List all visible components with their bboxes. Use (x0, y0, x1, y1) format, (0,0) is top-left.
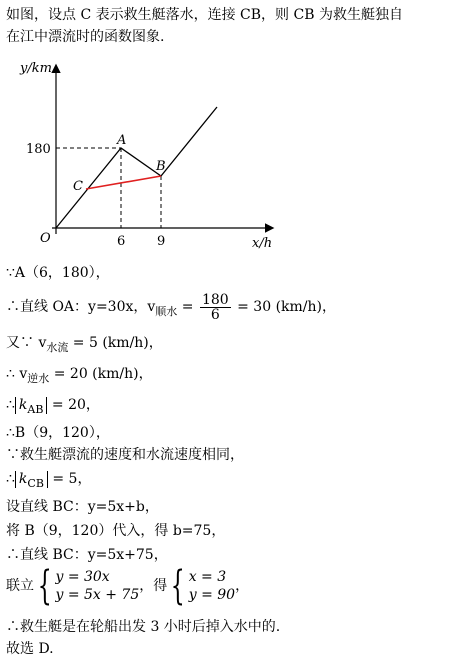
abs-k-cb (15, 471, 48, 488)
step-12-mid: ，得 (139, 578, 168, 594)
step-7: ∵救生艇漂流的速度和水流速度相同， (6, 447, 244, 463)
left-brace: { (37, 563, 52, 609)
y-axis-label: y/km (20, 61, 52, 76)
equation-system (55, 568, 139, 604)
step-5 (6, 396, 100, 414)
point-c-label: C (73, 179, 83, 194)
step-9: 设直线 BC：y=5x+b， (6, 499, 159, 515)
step-14: 故选 D. (6, 641, 54, 657)
step-5-text: ∴ (6, 397, 15, 413)
solution-2: y = 90 (188, 587, 236, 603)
step-2-subscript: 顺水 (155, 305, 178, 318)
step-2-tail: = 30 (km/h)， (232, 299, 336, 315)
fraction-denominator: 6 (210, 306, 220, 323)
step-3-subscript: 水流 (46, 341, 69, 354)
step-6: ∴B（9，120）， (6, 425, 110, 441)
k-symbol: k (18, 397, 28, 413)
origin-label: O (40, 231, 51, 246)
left-brace: { (170, 563, 185, 609)
step-8 (6, 470, 91, 488)
step-2 (6, 292, 336, 323)
k-symbol: k (18, 471, 28, 487)
k-subscript-cb: CB (27, 477, 44, 490)
step-11: ∴直线 BC：y=5x+75， (6, 547, 168, 563)
step-3 (6, 334, 163, 353)
step-4 (6, 365, 153, 384)
step-8-tail: = 5， (47, 471, 92, 487)
step-13: ∴救生艇是在轮船出发 3 小时后掉入水中的. (6, 619, 281, 635)
step-12-text: 联立 (6, 578, 34, 594)
abs-k-ab (15, 397, 48, 414)
step-8-text: ∴ (6, 471, 15, 487)
step-12 (6, 563, 250, 609)
step-12-tail: ， (235, 578, 250, 594)
step-2-eq: = (177, 299, 198, 315)
step-3-tail: = 5 (km/h)， (68, 335, 163, 351)
step-10: 将 B（9，120）代入，得 b=75， (6, 523, 226, 539)
x-axis-label: x/h (252, 236, 273, 251)
y-tick-180: 180 (26, 142, 51, 157)
boat-path-line (56, 107, 217, 228)
function-graph (0, 52, 300, 257)
intro-line-2: 在江中漂流时的函数图象. (6, 29, 165, 45)
step-3-text: 又∵ v (6, 335, 47, 351)
step-2-text: ∴直线 OA：y=30x，v (6, 299, 156, 315)
solution-1: x = 3 (188, 569, 227, 585)
x-tick-9: 9 (157, 234, 166, 249)
fraction-180-over-6 (200, 293, 231, 322)
equation-1: y = 30x (55, 569, 110, 585)
fraction-numerator: 180 (201, 291, 229, 308)
step-4-tail: = 20 (km/h)， (49, 366, 153, 382)
point-b-label: B (156, 159, 166, 174)
equation-2: y = 5x + 75 (55, 587, 140, 603)
k-subscript-ab: AB (27, 403, 44, 416)
solution-system (189, 568, 235, 604)
step-4-text: ∴ v (6, 366, 28, 382)
point-a-label: A (117, 133, 127, 148)
intro-line-1: 如图，设点 C 表示救生艇落水，连接 CB，则 CB 为救生艇独自 (6, 7, 403, 23)
x-tick-6: 6 (117, 234, 126, 249)
step-5-tail: = 20， (47, 397, 100, 413)
step-4-subscript: 逆水 (27, 372, 50, 385)
step-1: ∵A（6，180）， (6, 265, 110, 281)
